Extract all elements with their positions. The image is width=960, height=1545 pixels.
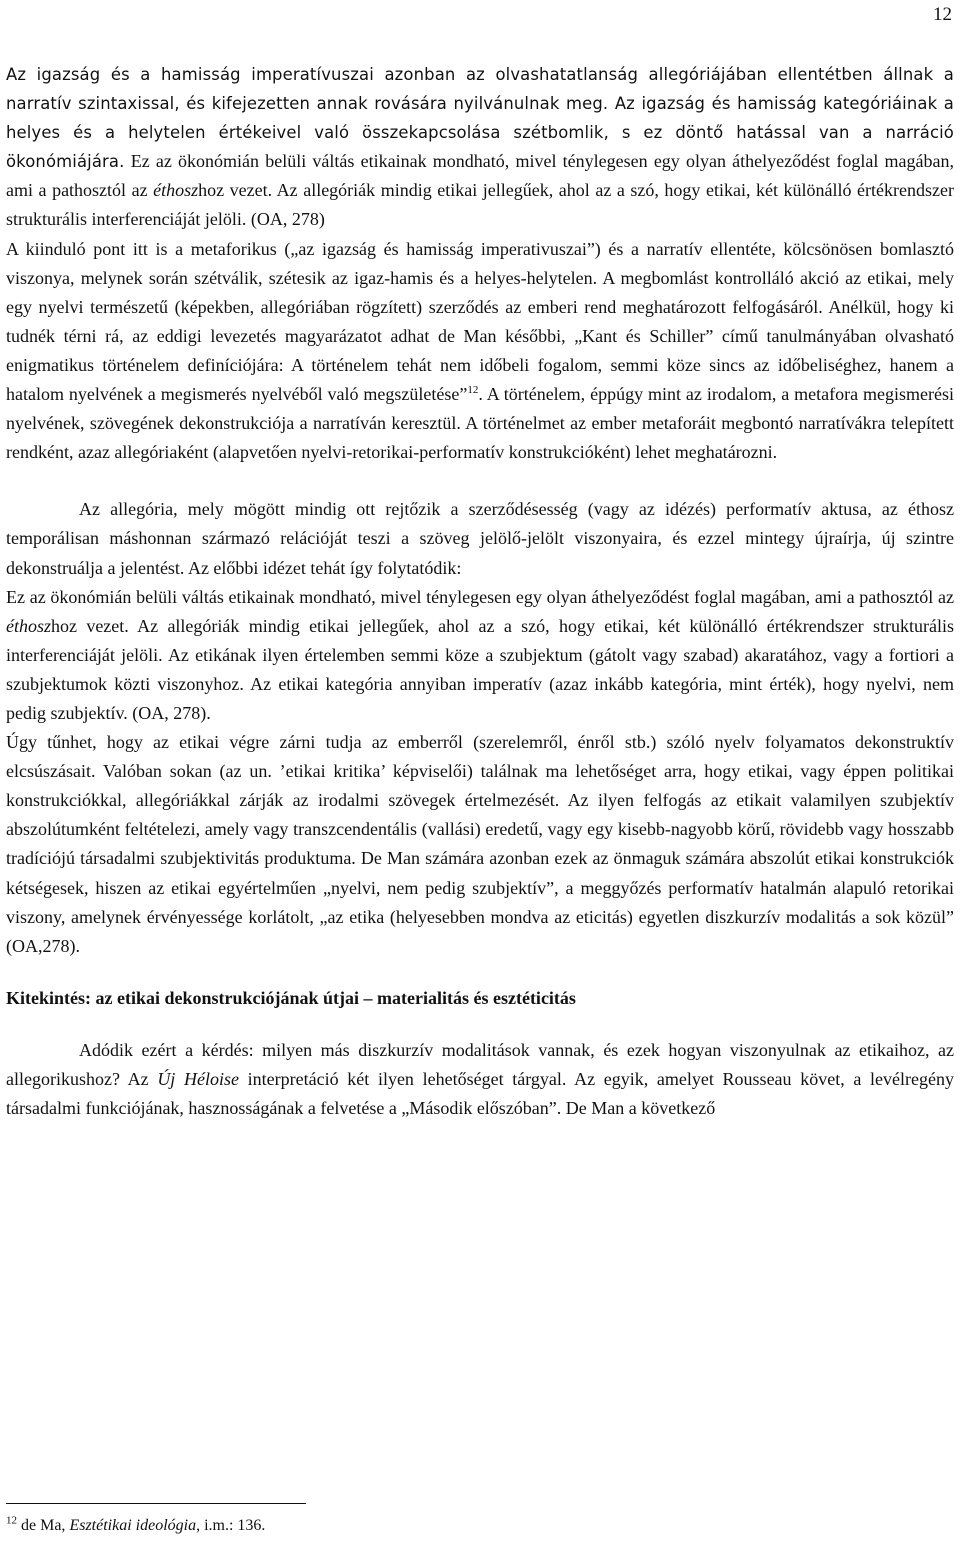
footnote-text-continued: , i.m.: 136. <box>196 1517 266 1534</box>
section-heading: Kitekintés: az etikai dekonstrukciójának útjai – materialitás és esztéticitás <box>6 987 576 1008</box>
footnote-separator <box>6 1503 306 1504</box>
paragraph-1 <box>6 235 954 468</box>
footnote-italic-title: Esztétikai ideológia <box>69 1517 197 1534</box>
paragraph-2: Az allegória, mely mögött mindig ott rejtőzik a szerződésesség (vagy az idézés) performatív aktusa, az éthosz temporálisan máshonnan származó relációját teszi a szöveg jelölő-jelölt viszonyaira, és ezzel mintegy újraírja, új szintre dekonstruálja a jelentést. Az előbbi idézet tehát így folytatódik: <box>6 499 954 578</box>
paragraph-3: Úgy tűnhet, hogy az etikai végre zárni tudja az emberről (szerelemről, énről stb.) szóló nyelv folyamatos dekonstruktív elcsúszásait. Valóban sokan (az un. ’etikai kritika’ képviselői) találnak ma lehetőséget arra, hogy etikai, vagy éppen politikai konstrukciókkal, allegóriákkal zárják az irodalmi szövegek értelmezését. Az ilyen felfogás az etikait valamilyen szubjektív abszolútumként feltételezi, amely vagy transzcendentális (vallási) eredetű, vagy egy kisebb-nagyobb körű, rövidebb vagy hosszabb tradíciójú társadalmi szubjektivitás produktuma. De Man számára azonban ezek az önmaguk számára abszolút etikai konstrukciók kétségesek, hiszen az etikai egyértelműen „nyelvi, nem pedig szubjektív”, a meggyőzés performatív hatalmán alapuló retorikai viszony, amelynek érvényessége korlátolt, „az etika (helyesebben mondva az eticitás) egyetlen diszkurzív modalitás a sok közül” (OA,278). <box>6 732 954 956</box>
paragraph-1-text: A kiinduló pont itt is a metaforikus („az igazság és hamisság imperativuszai”) és a narratív ellentéte, kölcsönösen bomlasztó viszonya, melynek során szétválik, szétesik az igaz-hamis és a helyes-helytelen. A megbomlást kontrolláló akció az etikai, mely egy nyelvi természetű (képekben, allegóriában rögzített) szerződés az emberi rend meghatározott felfogásáról. Anélkül, hogy ki tudnék térni rá, az eddigi levezetés magyarázatot adhat de Man későbbi, „Kant és Schiller” című tanulmányában olvasható enigmatikus történelem definíciójára: A történelem tehát nem időbeli fogalom, semmi köze sincs az időbeliséghez, hanem a hatalom nyelvének a megismerés nyelvéből való megszületése” <box>6 238 954 405</box>
page-number: 12 <box>933 4 952 25</box>
footnote-number: 12 <box>6 1514 17 1527</box>
paragraph-gap <box>6 1013 954 1036</box>
paragraph-4-text-continued: interpretáció két ilyen lehetőséget tárgyal. Az egyik, amelyet Rousseau követ, a levélregény társadalmi funkciójának, hasznosságának a felvetése a „Második előszóban”. De Man a következő <box>6 1069 954 1119</box>
paragraph-gap <box>6 961 954 984</box>
paragraph-1-text-continued: . A történelem, éppúgy mint az irodalom, a metafora megismerési nyelvének, szövegének dekonstrukciója a narratíván keresztül. A történelmet az ember metaforáit megbontó narratívákra telepített rendként, azaz allegóriaként (alapvetően nyelvi-retorikai-performatív konstrukcióként) lehet meghatározni. <box>6 384 954 463</box>
paragraph-4-italic-title: Új Héloise <box>157 1069 239 1089</box>
paragraph-4-text: Adódik ezért a kérdés: milyen más diszkurzív modalitások vannak, és ezek hogyan viszonyulnak az etikaihoz, az allegorikushoz? Az <box>6 1039 954 1089</box>
paragraph-gap <box>6 467 954 495</box>
quote-2-text-continued: hoz vezet. Az allegóriák mindig etikai jellegűek, ahol az a szó, hogy etikai, két különálló értékrendszer strukturális interferenciáját jelöli. Az etikának ilyen értelemben semmi köze a szubjektum (gátolt vagy szabad) akaratához, vagy a fortiori a szubjektumok közti viszonyhoz. Az etikai kategória annyiban imperatív (azaz inkább kategória, mint érték), hogy nyelvi, nem pedig szubjektív. (OA, 278). <box>6 615 954 723</box>
quote-1-tail-after: hoz vezet. Az allegóriák mindig etikai jellegűek, ahol az a szó, hogy etikai, két különálló értékrendszer strukturális interferenciáját jelöli. (OA, 278) <box>6 180 954 230</box>
block-quote-1 <box>6 60 954 235</box>
footnote-text: de Ma, <box>17 1517 70 1534</box>
quote-2-text: Ez az ökonómián belüli váltás etikainak mondható, mivel ténylegesen egy olyan áthelyeződést foglal magában, ami a pathosztól az <box>6 586 954 607</box>
block-quote-2 <box>6 583 954 728</box>
page-body <box>6 60 954 1123</box>
quote-1-text: Az igazság és a hamisság imperatívuszai azonban az olvashatatlanság allegóriájában ellentétben állnak a narratív szintaxissal, és kifejezetten annak rovására nyilvánulnak meg. Az igazság és hamisság kategóriáinak a helyes és a helytelen értékeivel való összekapcsolása szétbomlik, s ez döntő hatással van a narráció ökonómiájára. <box>6 65 954 172</box>
paragraph-4 <box>6 1036 954 1123</box>
footnote <box>6 1515 265 1537</box>
quote-2-italic: éthosz <box>6 615 51 636</box>
quote-1-tail-before: Ez az ökonómián belüli váltás etikainak mondható, mivel ténylegesen egy olyan áthelyeződést foglal magában, ami a pathosztól az <box>6 151 954 201</box>
footnote-reference-12: 12 <box>467 384 479 397</box>
quote-1-italic: éthosz <box>153 180 199 201</box>
